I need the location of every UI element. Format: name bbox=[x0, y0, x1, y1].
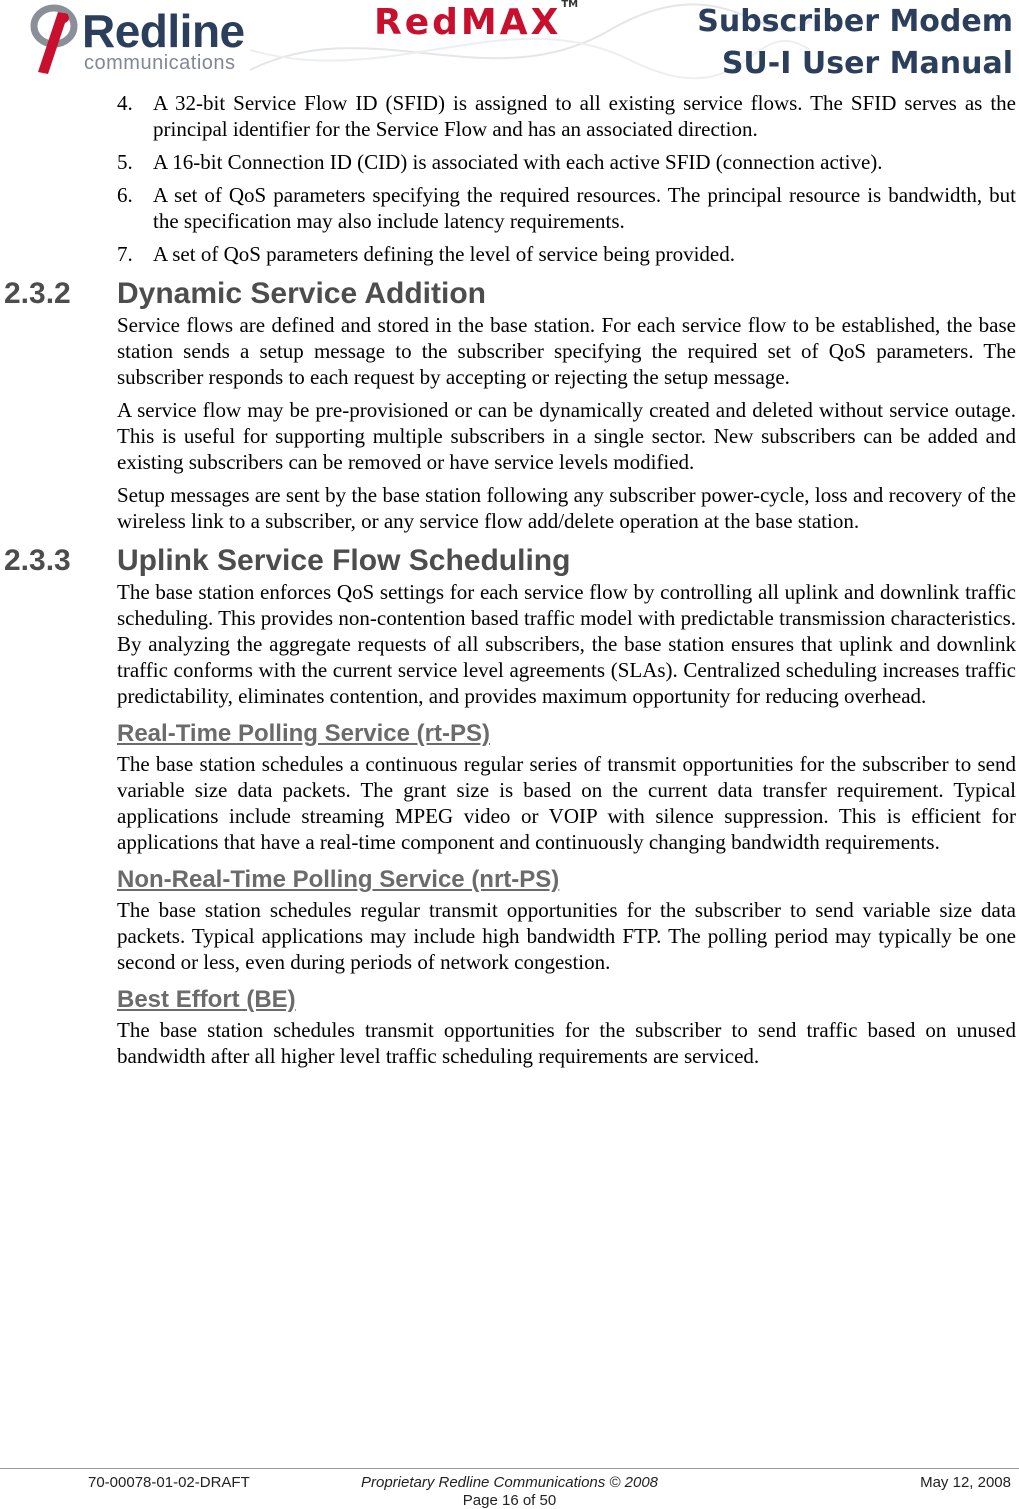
section-title: Dynamic Service Addition bbox=[117, 277, 486, 310]
section-heading-2-3-2 bbox=[4, 276, 1016, 312]
logo-wordmark: Redline bbox=[82, 5, 245, 57]
section-number: 2.3.2 bbox=[4, 277, 71, 310]
list-item-text: A set of QoS parameters specifying the required resources. The principal resource is bandwidth, but the specification may also include latency requirements. bbox=[153, 183, 1016, 233]
logo-subtext: communications bbox=[84, 52, 236, 74]
redline-swoosh-icon bbox=[28, 2, 82, 78]
list-item-text: A set of QoS parameters defining the level of service being provided. bbox=[153, 242, 735, 266]
subsection-heading-be: Best Effort (BE) bbox=[117, 986, 296, 1013]
list-item-number: 6. bbox=[117, 183, 133, 207]
redline-logo bbox=[28, 2, 268, 80]
section-title: Uplink Service Flow Scheduling bbox=[117, 544, 571, 577]
list-item bbox=[117, 90, 1016, 142]
list-item bbox=[117, 241, 1016, 267]
trademark-mark: TM bbox=[561, 0, 579, 10]
product-name bbox=[374, 2, 578, 43]
paragraph: The base station schedules a continuous regular series of transmit opportunities for the subscriber to send variable size data packets. The grant size is based on the current data transfer requirement. Typical applications include streaming MPEG video or VOIP with silence suppression. This is efficient for applications that have a real-time component and continuously changing bandwidth requirements. bbox=[117, 752, 1016, 854]
paragraph: The base station schedules regular transmit opportunities for the subscriber to send variable size data packets. Typical applications may include high bandwidth FTP. The polling period may typically be one second or less, even during periods of network congestion. bbox=[117, 898, 1016, 974]
header-title: Subscriber Modem bbox=[697, 4, 1013, 39]
section-number: 2.3.3 bbox=[4, 544, 71, 577]
paragraph: Service flows are defined and stored in the base station. For each service flow to be established, the base station sends a setup message to the subscriber specifying the required set of QoS parameters. The subscriber responds to each request by accepting or rejecting the setup message. bbox=[117, 313, 1016, 389]
paragraph: The base station enforces QoS settings for each service flow by controlling all uplink and downlink traffic scheduling. This provides non-contention based traffic model with predictable transmission characteristics. By analyzing the aggregate requests of all subscribers, the base station ensures that uplink and downlink traffic conforms with the current service level agreements (SLAs). Centralized scheduling increases traffic predictability, eliminates contention, and provides maximum opportunity for reducing overhead. bbox=[117, 580, 1016, 708]
list-item-number: 4. bbox=[117, 91, 133, 115]
subsection-heading-nrtps: Non-Real-Time Polling Service (nrt-PS) bbox=[117, 866, 560, 893]
footer-date: May 12, 2008 bbox=[920, 1474, 1011, 1491]
footer-divider bbox=[0, 1468, 1019, 1469]
footer-page-number: Page 16 of 50 bbox=[462, 1492, 557, 1509]
list-item bbox=[117, 149, 1016, 175]
paragraph: Setup messages are sent by the base station following any subscriber power-cycle, loss and recovery of the wireless link to a subscriber, or any service flow add/delete operation at the base station. bbox=[117, 483, 1016, 533]
list-item-number: 7. bbox=[117, 242, 133, 266]
footer-doc-id: 70-00078-01-02-DRAFT bbox=[88, 1474, 250, 1491]
subsection-heading-rtps: Real-Time Polling Service (rt-PS) bbox=[117, 720, 490, 747]
list-item-number: 5. bbox=[117, 150, 133, 174]
product-name-red: Red bbox=[374, 2, 461, 43]
paragraph: The base station schedules transmit opportunities for the subscriber to send traffic based on unused bandwidth after all higher level traffic scheduling requirements are serviced. bbox=[117, 1018, 1016, 1068]
list-item-text: A 32-bit Service Flow ID (SFID) is assigned to all existing service flows. The SFID serves as the principal identifier for the Service Flow and has an associated direction. bbox=[153, 91, 1016, 141]
list-item bbox=[117, 182, 1016, 234]
product-name-max: MAX bbox=[460, 2, 562, 43]
header-subtitle: SU-I User Manual bbox=[721, 46, 1013, 81]
paragraph: A service flow may be pre-provisioned or can be dynamically created and deleted without service outage. This is useful for supporting multiple subscribers in a single sector. New subscribers can be added and existing subscribers can be removed or have service levels modified. bbox=[117, 398, 1016, 474]
footer-copyright: Proprietary Redline Communications © 2008 bbox=[360, 1474, 659, 1491]
section-heading-2-3-3 bbox=[4, 543, 1016, 579]
list-item-text: A 16-bit Connection ID (CID) is associated with each active SFID (connection active). bbox=[153, 150, 883, 174]
main-content bbox=[4, 90, 1016, 1076]
